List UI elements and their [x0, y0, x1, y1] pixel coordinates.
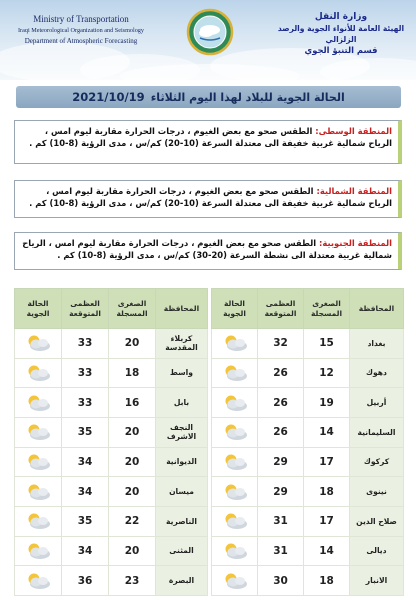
weather-cell [212, 358, 258, 388]
table-row [15, 477, 404, 507]
table-row [15, 566, 404, 596]
max-temp: 31 [258, 506, 304, 536]
partly-cloudy-icon [220, 422, 250, 442]
ministry-name-en: Ministry of Transportation [33, 14, 129, 24]
max-temp: 33 [62, 388, 109, 418]
weather-cell [212, 506, 258, 536]
weather-cell [212, 566, 258, 596]
table-separator [208, 506, 212, 536]
min-temp: 18 [304, 566, 350, 596]
max-temp: 35 [62, 506, 109, 536]
min-temp: 14 [304, 536, 350, 566]
min-temp: 20 [109, 329, 156, 359]
report-date: 2021/10/19 [72, 90, 145, 104]
province-name: ميسان [156, 477, 208, 507]
min-temp: 15 [304, 329, 350, 359]
max-temp: 29 [258, 477, 304, 507]
weather-cell [15, 536, 62, 566]
max-temp: 30 [258, 566, 304, 596]
weather-cell [15, 506, 62, 536]
partly-cloudy-icon [220, 452, 250, 472]
table-separator [208, 289, 212, 329]
partly-cloudy-icon [220, 571, 250, 591]
table-row [15, 506, 404, 536]
partly-cloudy-icon [220, 541, 250, 561]
partly-cloudy-icon [23, 571, 53, 591]
header-max-left: العظمى المتوقعة [62, 289, 109, 329]
table-body [15, 329, 404, 596]
table-header-row [15, 289, 404, 329]
table-row [15, 447, 404, 477]
weather-cell [15, 358, 62, 388]
department-name-ar: قسم التنبؤ الجوي [304, 45, 378, 55]
region-central [14, 120, 402, 164]
table-separator [208, 447, 212, 477]
min-temp: 18 [109, 358, 156, 388]
table-separator [208, 329, 212, 359]
header-arabic-text [276, 12, 406, 56]
max-temp: 36 [62, 566, 109, 596]
partly-cloudy-icon [23, 482, 53, 502]
partly-cloudy-icon [23, 363, 53, 383]
min-temp: 14 [304, 417, 350, 447]
max-temp: 34 [62, 447, 109, 477]
min-temp: 23 [109, 566, 156, 596]
max-temp: 33 [62, 358, 109, 388]
table-row [15, 417, 404, 447]
partly-cloudy-icon [220, 511, 250, 531]
header-english-text [6, 14, 156, 47]
max-temp: 34 [62, 477, 109, 507]
min-temp: 17 [304, 506, 350, 536]
province-name: الديوانية [156, 447, 208, 477]
province-name: بغداد [350, 329, 404, 359]
table-row [15, 329, 404, 359]
province-name: السليمانية [350, 417, 404, 447]
max-temp: 26 [258, 417, 304, 447]
header-min-left: الصغرى المسجلة [109, 289, 156, 329]
max-temp: 31 [258, 536, 304, 566]
organization-name-en: Iraqi Meteorological Organization and Seismology [17, 27, 144, 34]
report-title: الحالة الجوية للبلاد لهذا اليوم الثلاثاء [150, 90, 345, 104]
province-name: واسط [156, 358, 208, 388]
province-name: ديالى [350, 536, 404, 566]
header-province-right: المحافظة [350, 289, 404, 329]
min-temp: 20 [109, 477, 156, 507]
province-name: أربيل [350, 388, 404, 418]
min-temp: 16 [109, 388, 156, 418]
region-central-name: المنطقة الوسطى: [315, 126, 392, 136]
province-name: دهوك [350, 358, 404, 388]
province-name: البصرة [156, 566, 208, 596]
weather-cell [212, 447, 258, 477]
weather-cell [212, 536, 258, 566]
weather-cell [212, 329, 258, 359]
min-temp: 18 [304, 477, 350, 507]
table-separator [208, 358, 212, 388]
report-title-bar [16, 86, 401, 108]
province-name: المثنى [156, 536, 208, 566]
min-temp: 12 [304, 358, 350, 388]
weather-cell [15, 566, 62, 596]
province-name: الانبار [350, 566, 404, 596]
temperature-table [14, 288, 404, 596]
weather-cell [212, 388, 258, 418]
partly-cloudy-icon [23, 333, 53, 353]
weather-cell [212, 417, 258, 447]
region-south [14, 232, 402, 270]
province-name: الناصرية [156, 506, 208, 536]
header-weather-left: الحالة الجوية [15, 289, 62, 329]
province-name: بابل [156, 388, 208, 418]
min-temp: 20 [109, 536, 156, 566]
table-separator [208, 388, 212, 418]
weather-cell [15, 477, 62, 507]
partly-cloudy-icon [220, 333, 250, 353]
table-separator [208, 477, 212, 507]
min-temp: 20 [109, 417, 156, 447]
max-temp: 34 [62, 536, 109, 566]
weather-cell [15, 447, 62, 477]
partly-cloudy-icon [23, 393, 53, 413]
table-separator [208, 417, 212, 447]
partly-cloudy-icon [220, 482, 250, 502]
min-temp: 19 [304, 388, 350, 418]
header-weather-right: الحالة الجوية [212, 289, 258, 329]
province-name: النجف الاشرف [156, 417, 208, 447]
max-temp: 26 [258, 358, 304, 388]
max-temp: 29 [258, 447, 304, 477]
province-name: كركوك [350, 447, 404, 477]
header-province-left: المحافظة [156, 289, 208, 329]
region-north [14, 180, 402, 218]
province-name: نينوى [350, 477, 404, 507]
report-header [0, 0, 416, 80]
table-separator [208, 536, 212, 566]
partly-cloudy-icon [220, 393, 250, 413]
table-row [15, 358, 404, 388]
region-central-text: الطقس صحو مع بعض الغيوم ، درجات الحرارة مقاربة ليوم امس ، الرياح شمالية غربية خفيفة الى معتدلة السرعة (10-20) كم/س ، مدى الرؤية (8-10) كم . [29, 126, 392, 148]
min-temp: 17 [304, 447, 350, 477]
region-north-text: الطقس صحو مع بعض الغيوم ، درجات الحرارة مقاربة ليوم امس ، الرياح شمالية غربية خفيفة الى معتدلة السرعة (10-20) كم/س ، مدى الرؤية (8-10) كم . [29, 186, 392, 208]
min-temp: 22 [109, 506, 156, 536]
province-name: كربلاء المقدسة [156, 329, 208, 359]
weather-cell [15, 388, 62, 418]
partly-cloudy-icon [23, 452, 53, 472]
department-name-en: Department of Atmospheric Forecasting [24, 37, 138, 45]
region-south-name: المنطقة الجنوبية: [319, 238, 392, 248]
weather-cell [15, 417, 62, 447]
max-temp: 35 [62, 417, 109, 447]
ministry-name-ar: وزارة النقل [314, 12, 368, 22]
partly-cloudy-icon [23, 422, 53, 442]
weather-cell [15, 329, 62, 359]
header-min-right: الصغرى المسجلة [304, 289, 350, 329]
min-temp: 20 [109, 447, 156, 477]
partly-cloudy-icon [23, 541, 53, 561]
organization-name-ar: الهيئة العامة للأنواء الجوية والرصد الزلزالي [277, 24, 405, 44]
max-temp: 26 [258, 388, 304, 418]
region-south-text: الطقس صحو مع بعض الغيوم ، درجات الحرارة مقاربة ليوم امس ، الرياح شمالية غربية معتدلة الى نشطة السرعة (20-30) كم/س ، مدى الرؤية (8-10) كم . [22, 238, 392, 260]
region-north-name: المنطقة الشمالية: [316, 186, 392, 196]
table-row [15, 388, 404, 418]
partly-cloudy-icon [220, 363, 250, 383]
max-temp: 33 [62, 329, 109, 359]
table-separator [208, 566, 212, 596]
partly-cloudy-icon [23, 511, 53, 531]
header-max-right: العظمى المتوقعة [258, 289, 304, 329]
province-name: صلاح الدين [350, 506, 404, 536]
max-temp: 32 [258, 329, 304, 359]
table-row [15, 536, 404, 566]
meteorology-logo-icon [186, 8, 234, 56]
weather-cell [212, 477, 258, 507]
